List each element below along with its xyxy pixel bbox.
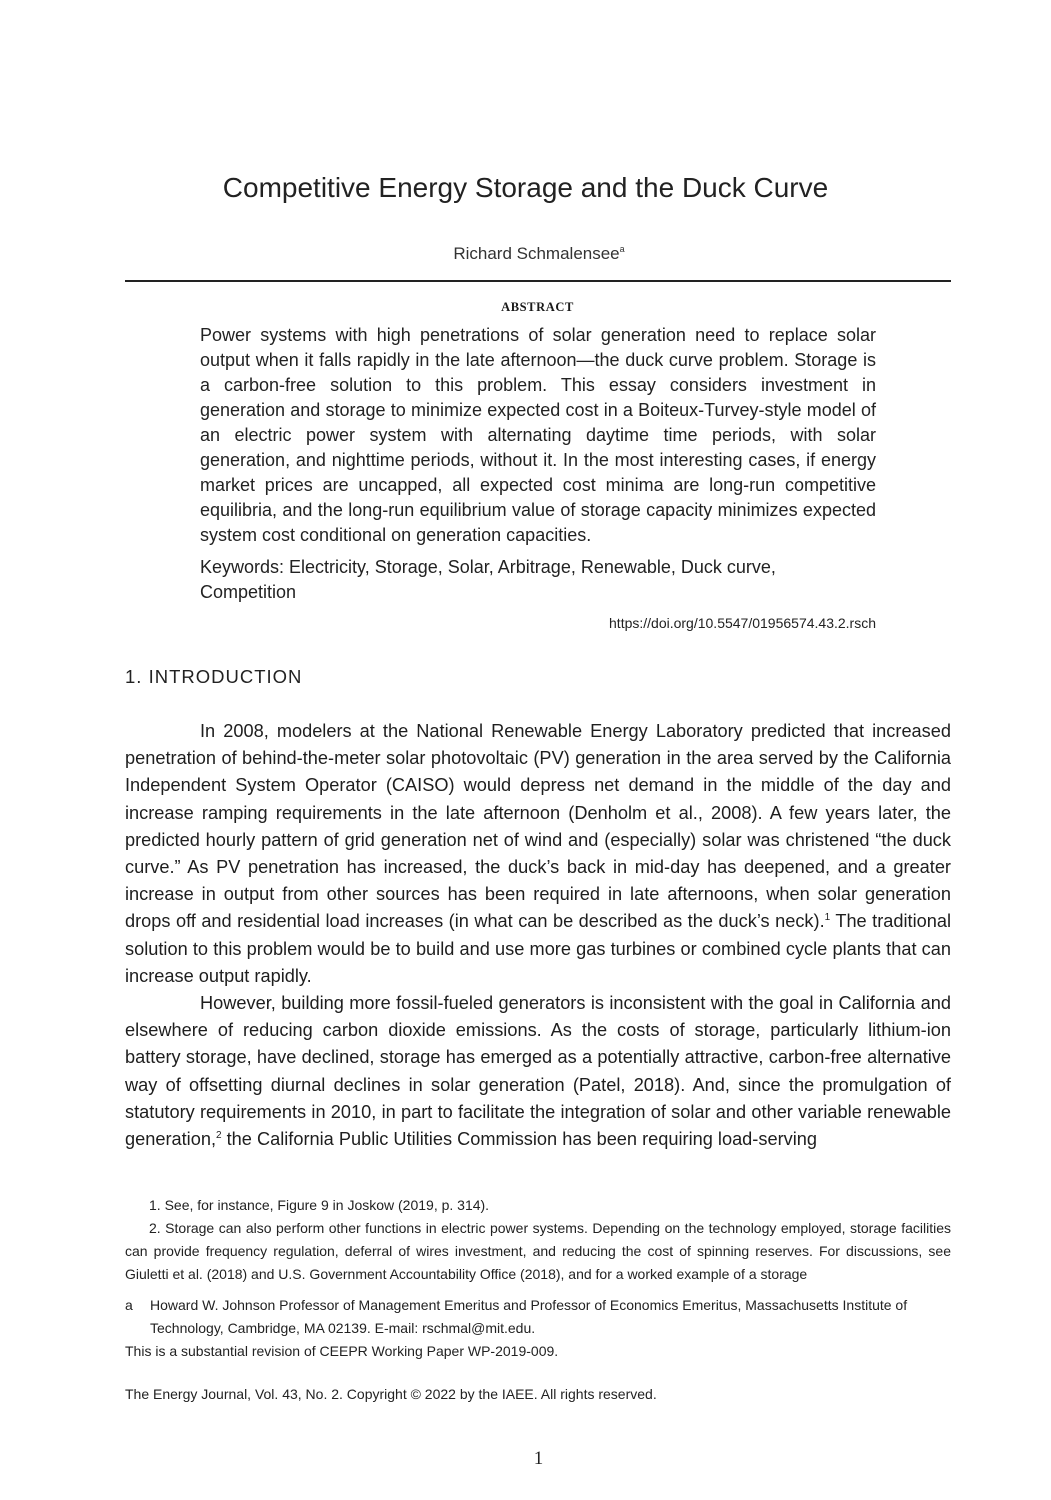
body-text xyxy=(125,718,951,1153)
author-affil-mark: a xyxy=(619,244,625,254)
footnote-ref[interactable]: 1 xyxy=(824,912,831,924)
author-line xyxy=(0,244,1051,264)
revision-note: This is a substantial revision of CEEPR Working Paper WP-2019-009. xyxy=(125,1343,559,1359)
footnote: 2. Storage can also perform other functions in electric power systems. Depending on the technology employed, storage facilities can provide frequency regulation, deferral of wires investment, and reducing the cost of spinning reserves. For discussions, see Giuletti et al. (2018) and U.S. Government Accountability Office (2018), and for a worked example of a storage xyxy=(125,1220,951,1282)
abstract-text: Power systems with high penetrations of solar generation need to replace solar output when it falls rapidly in the late afternoon—the duck curve problem. Storage is a carbon-free solution to this problem. This essay considers investment in generation and storage to minimize expected cost in a Boiteux-Turvey-style model of an electric power system with alternating daytime time periods, with solar generation, and nighttime periods, without it. In the most interesting cases, if energy market prices are uncapped, all expected cost minima are long-run competitive equilibria, and the long-run equilibrium value of storage capacity minimizes expected system cost conditional on generation capacities. xyxy=(200,325,876,545)
abstract-heading: ABSTRACT xyxy=(501,300,574,314)
paper-title: Competitive Energy Storage and the Duck Curve xyxy=(222,172,829,203)
paragraph-text: the California Public Utilities Commission has been requiring load-serving xyxy=(221,1129,817,1150)
paragraph-text: In 2008, modelers at the National Renewable Energy Laboratory predicted that increased penetration of behind-the-meter solar photovoltaic (PV) generation in the area served by the California Independent System Operator (CAISO) would depress net demand in the middle of the day and increase ramping requirements in the late afternoon (Denholm et al., 2008). A few years later, the predicted hourly pattern of grid generation net of wind and (especially) solar was christened “the duck curve.” As PV penetration has increased, the duck’s back in mid-day has deepened, and a greater increase in output from other sources has been required in late afternoons, when solar generation drops off and residential load increases (in what can be described as the duck’s neck). xyxy=(125,721,951,932)
affiliation-text: Howard W. Johnson Professor of Management Emeritus and Professor of Economics Emeritus, Massachusetts Institute of Technology, Cambridge, MA 02139. E-mail: rschmal@mit.edu. xyxy=(150,1297,908,1336)
body-paragraph xyxy=(125,718,951,990)
author-name: Richard Schmalensee xyxy=(453,244,620,263)
journal-copyright: The Energy Journal, Vol. 43, No. 2. Copyright © 2022 by the IAEE. All rights reserved. xyxy=(125,1386,657,1402)
affiliation-note xyxy=(125,1294,951,1363)
title-divider xyxy=(125,280,951,282)
doi-link[interactable]: https://doi.org/10.5547/01956574.43.2.rsch xyxy=(609,615,876,631)
affiliation-letter: a xyxy=(125,1297,133,1313)
footnote: 1. See, for instance, Figure 9 in Joskow (2019, p. 314). xyxy=(149,1197,490,1213)
affiliation-row xyxy=(125,1294,951,1340)
paragraph-text: However, building more fossil-fueled generators is inconsistent with the goal in California and elsewhere of reducing carbon dioxide emissions. As the costs of storage, particularly lithium-ion battery storage, have declined, storage has emerged as a potentially attractive, carbon-free alternative way of offsetting diurnal declines in solar generation (Patel, 2018). And, since the promulgation of statutory requirements in 2010, in part to facilitate the integration of solar and other variable renewable generation, xyxy=(125,993,951,1150)
footnote-ref[interactable]: 2 xyxy=(216,1130,222,1142)
page-number: 1 xyxy=(533,1448,544,1469)
section-heading: 1. INTRODUCTION xyxy=(125,666,303,687)
footnotes xyxy=(125,1194,951,1286)
body-paragraph xyxy=(125,990,951,1153)
keywords: Keywords: Electricity, Storage, Solar, Arbitrage, Renewable, Duck curve, Competition xyxy=(200,557,776,602)
abstract-block xyxy=(200,323,876,548)
paragraph-text: The traditional solution to this problem would be to build and use more gas turbines or combined cycle plants that can increase output rapidly. xyxy=(125,911,952,986)
